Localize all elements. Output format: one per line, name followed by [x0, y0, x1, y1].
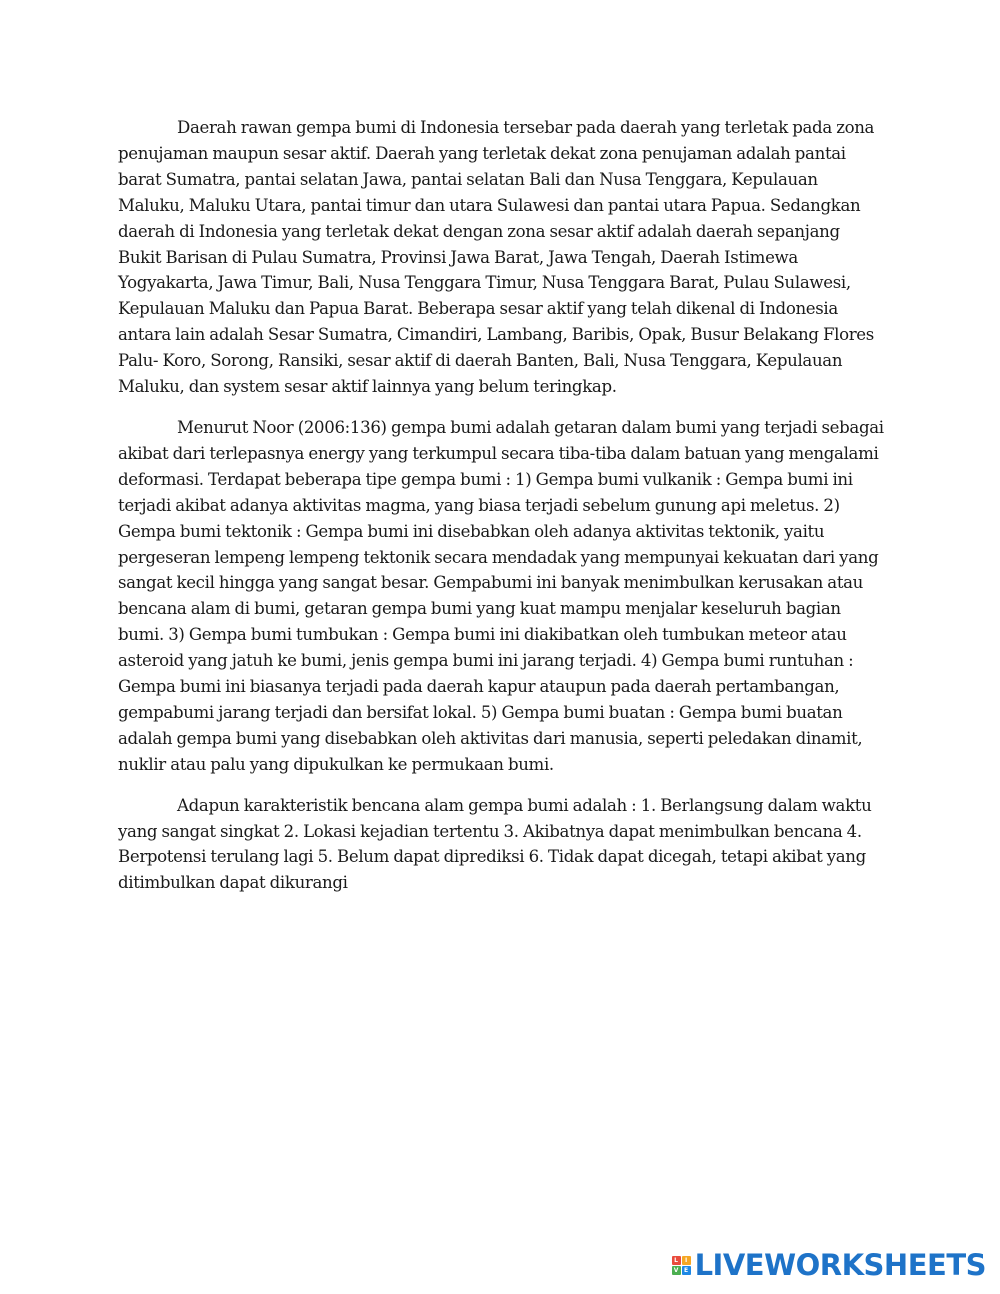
brand-name: LIVEWORKSHEETS	[694, 1248, 986, 1282]
paragraph-earthquake-prone-areas: Daerah rawan gempa bumi di Indonesia tersebar pada daerah yang terletak pada zona penujaman maupun sesar aktif. Daerah yang terletak dekat zona penujaman adalah pantai barat Sumatra, pantai selatan Jawa, pantai selatan Bali dan Nusa Tenggara, Kepulauan Maluku, Maluku Utara, pantai timur dan utara Sulawesi dan pantai utara Papua. Sedangkan daerah di Indonesia yang terletak dekat dengan zona sesar aktif adalah daerah sepanjang Bukit Barisan di Pulau Sumatra, Provinsi Jawa Barat, Jawa Tengah, Daerah Istimewa Yogyakarta, Jawa Timur, Bali, Nusa Tenggara Timur, Nusa Tenggara Barat, Pulau Sulawesi, Kepulauan Maluku dan Papua Barat. Beberapa sesar aktif yang telah dikenal di Indonesia antara lain adalah Sesar Sumatra, Cimandiri, Lambang, Baribis, Opak, Busur Belakang Flores Palu- Koro, Sorong, Ransiki, sesar aktif di daerah Banten, Bali, Nusa Tenggara, Kepulauan Maluku, dan system sesar aktif lainnya yang belum teringkap.	[118, 118, 875, 397]
logo-tile-i: I	[682, 1256, 691, 1265]
logo-tile-l: L	[672, 1256, 681, 1265]
document-body	[118, 115, 884, 911]
liveworksheets-logo-icon	[672, 1256, 691, 1275]
paragraph-earthquake-characteristics: Adapun karakteristik bencana alam gempa bumi adalah : 1. Berlangsung dalam waktu yang sangat singkat 2. Lokasi kejadian tertentu 3. Akibatnya dapat menimbulkan bencana 4. Berpotensi terulang lagi 5. Belum dapat diprediksi 6. Tidak dapat dicegah, tetapi akibat yang ditimbulkan dapat dikurangi	[118, 795, 872, 893]
logo-tile-e: E	[682, 1266, 691, 1275]
paragraph-earthquake-types: Menurut Noor (2006:136) gempa bumi adalah getaran dalam bumi yang terjadi sebagai akibat dari terlepasnya energy yang terkumpul secara tiba-tiba dalam batuan yang mengalami deformasi. Terdapat beberapa tipe gempa bumi : 1) Gempa bumi vulkanik : Gempa bumi ini terjadi akibat adanya aktivitas magma, yang biasa terjadi sebelum gunung api meletus. 2) Gempa bumi tektonik : Gempa bumi ini disebabkan oleh adanya aktivitas tektonik, yaitu pergeseran lempeng lempeng tektonik secara mendadak yang mempunyai kekuatan dari yang sangat kecil hingga yang sangat besar. Gempabumi ini banyak menimbulkan kerusakan atau bencana alam di bumi, getaran gempa bumi yang kuat mampu menjalar keseluruh bagian bumi. 3) Gempa bumi tumbukan : Gempa bumi ini diakibatkan oleh tumbukan meteor atau asteroid yang jatuh ke bumi, jenis gempa bumi ini jarang terjadi. 4) Gempa bumi runtuhan : Gempa bumi ini biasanya terjadi pada daerah kapur ataupun pada daerah pertambangan, gempabumi jarang terjadi dan bersifat lokal. 5) Gempa bumi buatan : Gempa bumi buatan adalah gempa bumi yang disebabkan oleh aktivitas dari manusia, seperti peledakan dinamit, nuklir atau palu yang dipukulkan ke permukaan bumi.	[118, 417, 884, 774]
logo-tile-v: V	[672, 1266, 681, 1275]
liveworksheets-brand	[672, 1248, 986, 1282]
